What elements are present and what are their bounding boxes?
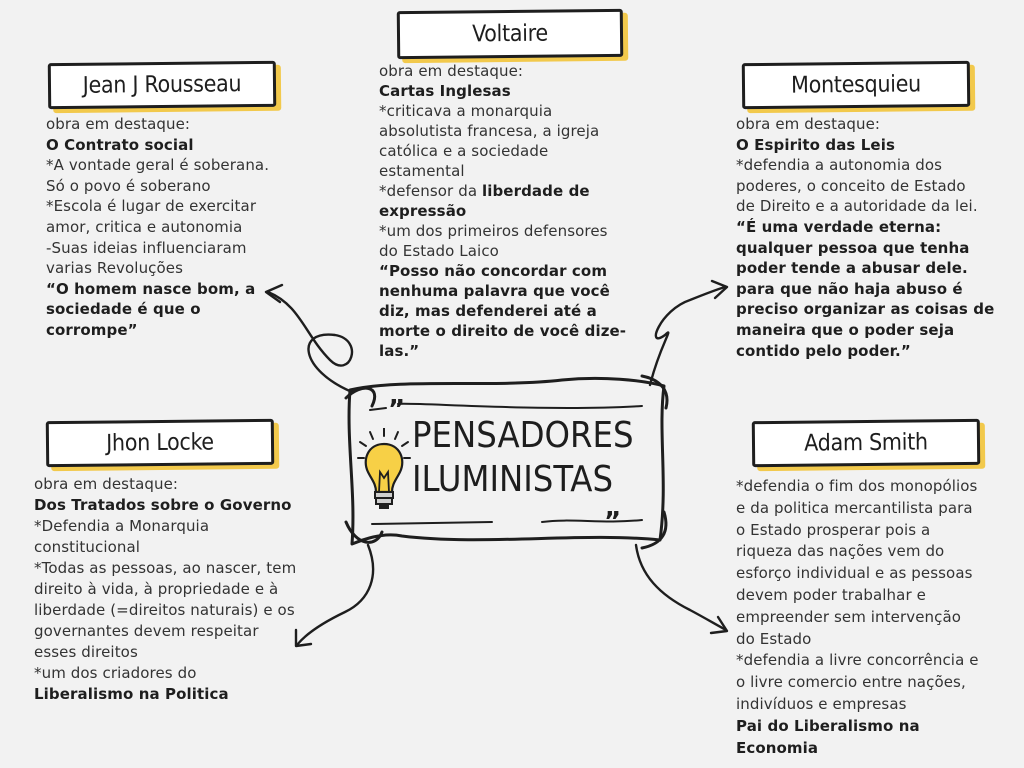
text-voltaire [379, 61, 626, 361]
highlight-text: Economia [736, 738, 819, 757]
text-line: indivíduos e empresas [736, 694, 907, 713]
text-line: *defendia a livre concorrência e [736, 651, 979, 670]
svg-text:”: ” [388, 395, 406, 425]
label-voltaire: Voltaire [397, 9, 623, 59]
highlight-text: Liberalismo na Politica [34, 685, 229, 703]
text-line: obra em destaque: [379, 62, 524, 80]
text-line: *Defendia a Monarquia [34, 517, 210, 535]
text-line: governantes devem respeitar [34, 622, 259, 640]
text-rousseau [46, 114, 269, 341]
arrow-to-montesquieu [650, 287, 725, 385]
lightbulb-icon [356, 428, 412, 520]
quote-line: maneira que o poder seja [736, 320, 955, 339]
quote-line: contido pelo poder.” [736, 341, 911, 360]
text-line: direito à vida, à propriedade e à [34, 580, 279, 598]
text-locke [34, 474, 296, 705]
text-line: obra em destaque: [34, 475, 179, 493]
svg-text:”: ” [604, 507, 622, 537]
text-line: devem poder trabalhar e [736, 585, 926, 604]
quote-line: corrompe” [46, 320, 138, 339]
text-line: riqueza das nações vem do [736, 542, 945, 561]
arrow-to-locke [297, 545, 373, 645]
quote-line: “O homem nasce bom, a [46, 279, 256, 298]
work-title: O Espirito das Leis [736, 135, 895, 154]
label-montesquieu: Montesquieu [742, 61, 970, 109]
quote-line: morte o direito de você dize- [379, 322, 627, 340]
quote-line: preciso organizar as coisas de [736, 300, 995, 319]
text-line: esforço individual e as pessoas [736, 564, 973, 583]
text-line: obra em destaque: [46, 115, 191, 133]
text-line: *criticava a monarquia [379, 102, 553, 120]
quote-line: “Posso não concordar com [379, 262, 608, 280]
text-line: de Direito e a autoridade da lei. [736, 197, 978, 216]
text-line: -Suas ideias influenciaram [46, 238, 247, 257]
text-line: varias Revoluções [46, 259, 184, 278]
text-line: esses direitos [34, 643, 138, 661]
text-line: poderes, o conceito de Estado [736, 176, 966, 195]
arrow-to-rousseau [268, 292, 352, 392]
label-locke: Jhon Locke [46, 419, 274, 467]
highlight-text: Pai do Liberalismo na [736, 716, 920, 735]
text-line: *um dos primeiros defensores [379, 222, 608, 240]
text-line: e da politica mercantilista para [736, 498, 973, 517]
label-smith: Adam Smith [752, 419, 980, 467]
text-line: amor, critica e autonomia [46, 217, 243, 236]
quote-line: nenhuma palavra que você [379, 282, 610, 300]
text-line: *defensor da [379, 182, 482, 200]
text-line: *defendia o fim dos monopólios [736, 477, 978, 495]
quote-line: para que não haja abuso é [736, 279, 963, 298]
quote-line: “É uma verdade eterna: [736, 217, 942, 236]
highlight-text: expressão [379, 202, 467, 220]
text-montesquieu [736, 114, 994, 361]
text-line: católica e a sociedade [379, 142, 549, 160]
text-line: do Estado Laico [379, 242, 499, 260]
title-line-2: ILUMINISTAS [412, 459, 614, 500]
text-line: *defendia a autonomia dos [736, 156, 943, 175]
work-title: Dos Tratados sobre o Governo [34, 496, 292, 514]
work-title: Cartas Inglesas [379, 82, 511, 100]
text-line: *Escola é lugar de exercitar [46, 197, 257, 216]
text-line: o livre comercio entre nações, [736, 673, 966, 692]
text-line: Só o povo é soberano [46, 176, 211, 195]
quote-line: diz, mas defenderei até a [379, 302, 597, 320]
text-line: obra em destaque: [736, 115, 881, 133]
text-line: o Estado prosperar pois a [736, 520, 931, 539]
quote-line: sociedade é que o [46, 300, 201, 319]
quote-line: las.” [379, 342, 420, 360]
highlight-text: liberdade de [481, 182, 590, 200]
arrow-to-smith [636, 545, 726, 630]
work-title: O Contrato social [46, 135, 194, 154]
label-rousseau: Jean J Rousseau [48, 61, 276, 109]
title-line-1: PENSADORES [412, 415, 634, 456]
text-line: *A vontade geral é soberana. [46, 156, 270, 175]
text-line: *um dos criadores do [34, 664, 197, 682]
text-line: do Estado [736, 629, 812, 648]
quote-line: poder tende a abusar dele. [736, 259, 968, 278]
text-line: liberdade (=direitos naturais) e os [34, 601, 295, 619]
text-line: absolutista francesa, a igreja [379, 122, 600, 140]
text-line: constitucional [34, 538, 141, 556]
text-line: empreender sem intervenção [736, 607, 962, 626]
text-smith [736, 476, 979, 759]
text-line: estamental [379, 162, 465, 180]
text-line: *Todas as pessoas, ao nascer, tem [34, 559, 297, 577]
quote-line: qualquer pessoa que tenha [736, 238, 970, 257]
